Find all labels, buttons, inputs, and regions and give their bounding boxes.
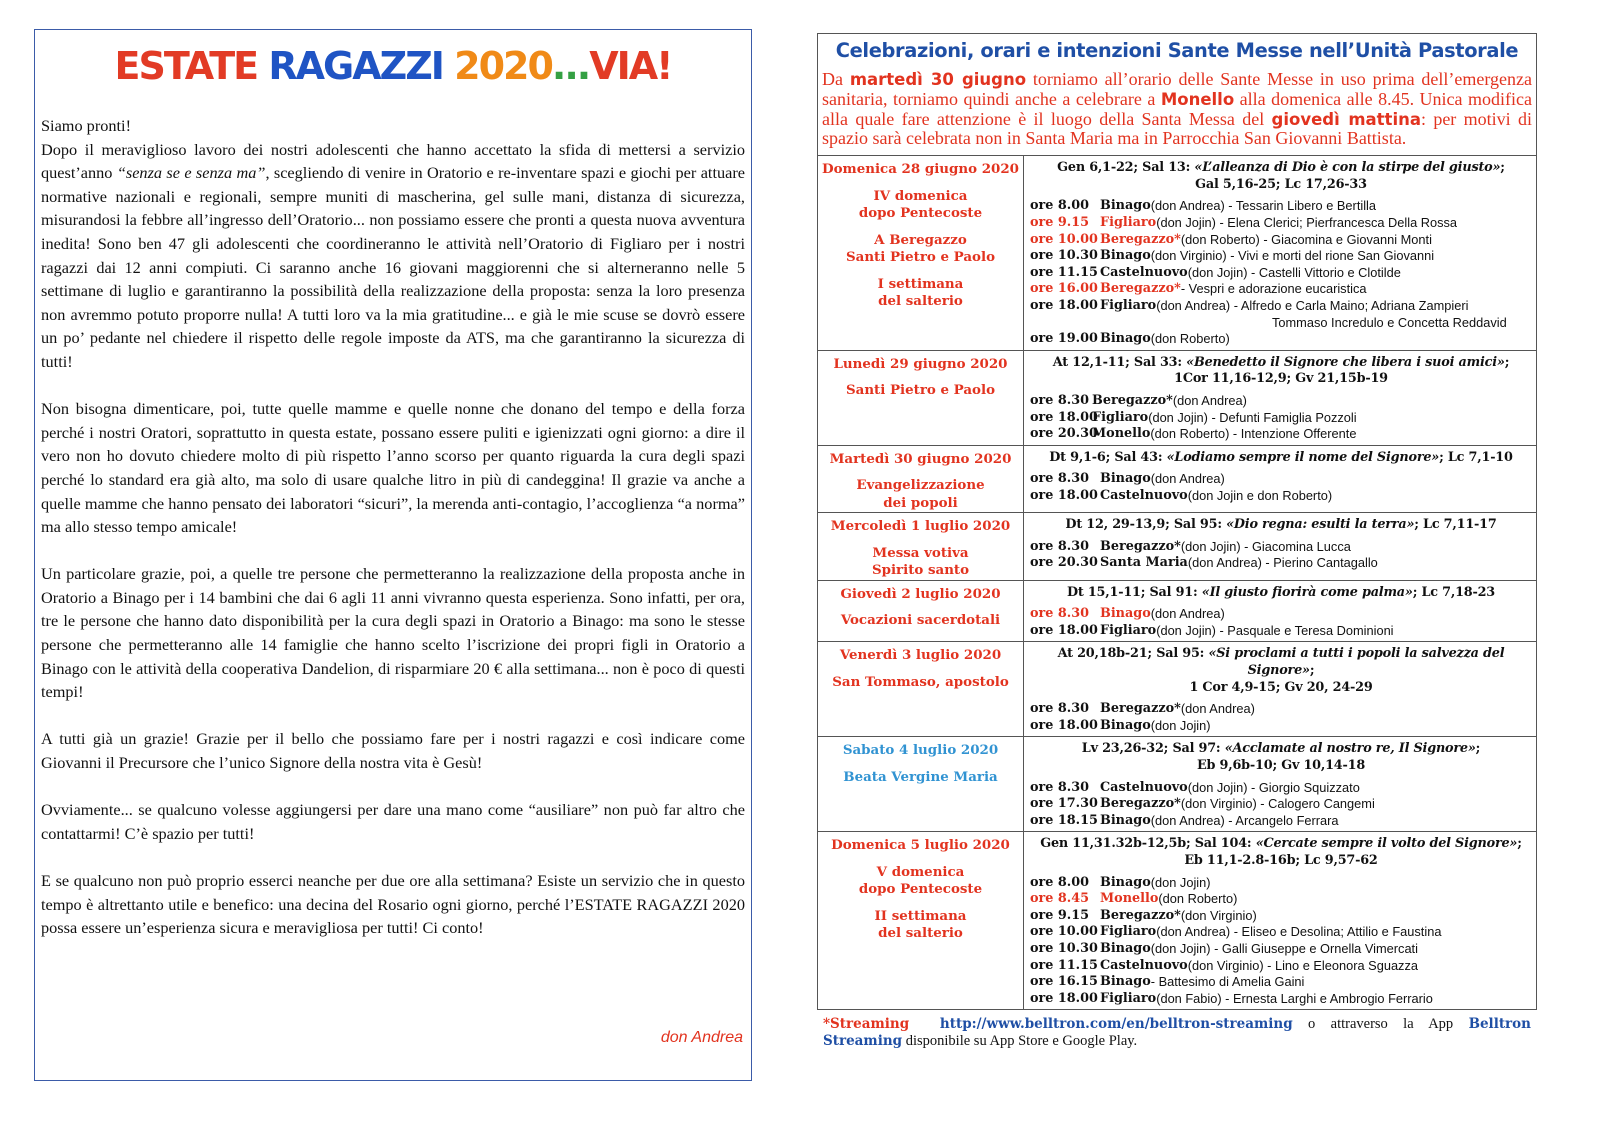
psalm-antiphon: «Cercate sempre il volto del Signore»: [1255, 836, 1518, 852]
mass-intention: (don Virginio): [1180, 907, 1257, 923]
mass-intention: (don Jojin) - Galli Giuseppe e Ornella Vimercati: [1150, 940, 1418, 956]
mass-intention: (don Jojin): [1150, 717, 1211, 733]
mass-time: ore 11.15: [1030, 264, 1098, 280]
reading-ref: ;: [1309, 663, 1315, 679]
mass-church: Binago: [1100, 198, 1151, 214]
mass-entry: [1030, 941, 1532, 958]
day-note: Beata Vergine Maria: [843, 768, 998, 785]
day-note: II settimana: [874, 907, 967, 924]
mass-church: Binago: [1100, 874, 1151, 890]
mass-church: Beregazzo*: [1100, 538, 1181, 554]
day-cell: [818, 580, 1024, 642]
mass-entry: [1030, 991, 1532, 1008]
mass-intention: (don Andrea): [1180, 701, 1255, 717]
day-spacer: [818, 468, 1023, 477]
reading-ref: ;: [1504, 354, 1510, 370]
mass-time: ore 8.30: [1030, 538, 1090, 554]
mass-intention: (don Andrea) - Arcangelo Ferrara: [1150, 812, 1339, 828]
reading-ref: Lv 23,26-32; Sal 97:: [1081, 741, 1225, 757]
streaming-link[interactable]: http://www.belltron.com/en/belltron-streaming: [939, 1016, 1293, 1033]
readings: [1030, 450, 1532, 467]
streaming-footer: [817, 1016, 1537, 1049]
mass-entry: [1030, 298, 1532, 315]
mass-church: Binago: [1100, 974, 1151, 990]
mass-church: Beregazzo*: [1100, 701, 1181, 717]
day-note: del salterio: [878, 925, 963, 942]
day-date: Sabato 4 luglio 2020: [842, 742, 999, 759]
mass-church: Binago: [1100, 606, 1151, 622]
letter-paragraph-6: E se qualcuno non può proprio esserci neanche per due ore alla settimana? Esiste un servizio che in questo tempo è altrettanto utile e benefico: una decina del Rosario ogni giorno, perché l’ESTATE RAGAZZI 2020 possa essere un’esperienza sicura e meravigliosa per tutti! Ci conto!: [41, 871, 745, 938]
day-note: dopo Pentecoste: [858, 205, 983, 222]
day-spacer: [818, 223, 1023, 232]
letter-panel: [34, 29, 752, 1081]
reading-ref: ; Lc 7,18-23: [1412, 584, 1495, 600]
mass-intention: (don Jojin): [1150, 874, 1211, 890]
mass-church: Binago: [1100, 812, 1151, 828]
mass-time: ore 8.00: [1030, 198, 1090, 214]
day-cell: [818, 642, 1024, 737]
mass-intention: (don Andrea): [1150, 471, 1225, 487]
mass-entry: [1030, 426, 1532, 443]
day-note: Messa votiva: [872, 544, 969, 561]
mass-intention: (don Andrea): [1150, 606, 1225, 622]
streaming-mid-text: o attraverso la App: [1292, 1016, 1469, 1033]
mass-church: Beregazzo*: [1100, 907, 1181, 923]
readings: [1030, 355, 1532, 388]
mass-intention: (don Jojin) - Pasquale e Teresa Dominioni: [1156, 622, 1394, 638]
mass-intention: - Vespri e adorazione eucaristica: [1180, 281, 1367, 297]
mass-time: ore 9.15: [1030, 214, 1090, 230]
psalm-antiphon: «Dio regna: esulti la terra»: [1226, 517, 1415, 533]
schedule-row: [818, 580, 1537, 642]
day-date: Venerdì 3 luglio 2020: [839, 647, 1002, 664]
mass-church: Beregazzo*: [1100, 796, 1181, 812]
mass-church: Beregazzo*: [1100, 281, 1181, 297]
mass-time: ore 10.30: [1030, 248, 1098, 264]
reading-ref: 1 Cor 4,9-15; Gv 20, 24-29: [1189, 679, 1373, 695]
masses-cell: [1024, 737, 1537, 832]
day-note: IV domenica: [873, 187, 968, 204]
mass-time: ore 20.30: [1030, 555, 1098, 571]
mass-church: Binago: [1100, 717, 1151, 733]
mass-time: ore 19.00: [1030, 331, 1098, 347]
mass-entry: [1030, 248, 1532, 265]
banner-word-2020: 2020: [454, 44, 552, 88]
psalm-antiphon: «Benedetto il Signore che libera i suoi amici»: [1186, 354, 1505, 370]
banner-title: [35, 44, 751, 100]
masses-cell: [1024, 445, 1537, 513]
day-cell: [818, 350, 1024, 445]
masses-cell: [1024, 642, 1537, 737]
psalm-antiphon: «Acclamate al nostro re, Il Signore»: [1224, 741, 1476, 757]
schedule-row: [818, 350, 1537, 445]
mass-entry: [1030, 701, 1532, 718]
schedule-notice: [817, 68, 1537, 155]
mass-church: Monello: [1092, 426, 1151, 442]
mass-intention: (don Virginio) - Calogero Cangemi: [1180, 796, 1375, 812]
day-cell: [818, 832, 1024, 1010]
mass-intention: (don Roberto) - Giacomina e Giovanni Monti: [1180, 231, 1432, 247]
day-spacer: [818, 665, 1023, 674]
banner-word-ragazzi: RAGAZZI: [268, 44, 443, 88]
readings: [1030, 741, 1532, 774]
mass-entry: [1030, 718, 1532, 735]
mass-intention: (don Virginio) - Vivi e morti del rione San Giovanni: [1150, 248, 1435, 264]
mass-intention: (don Jojin) - Elena Clerici; Pierfrancesca Della Rossa: [1156, 214, 1458, 230]
mass-time: ore 18.00: [1030, 717, 1098, 733]
day-spacer: [818, 536, 1023, 545]
mass-intention: - Battesimo di Amelia Gaini: [1150, 974, 1305, 990]
mass-entry: [1030, 908, 1532, 925]
mass-intention: (don Roberto): [1158, 891, 1238, 907]
notice-text: torniamo all’orario delle Sante Messe in uso prima dell’emergenza sanitaria, torniamo quindi anche a celebrare a: [822, 69, 1532, 109]
mass-church: Figliaro: [1092, 409, 1149, 425]
day-note: dopo Pentecoste: [858, 881, 983, 898]
mass-intention: (don Fabio) - Ernesta Larghi e Ambrogio Ferrario: [1156, 990, 1433, 1006]
mass-church: Figliaro: [1100, 297, 1157, 313]
mass-church: Figliaro: [1100, 214, 1157, 230]
masses-cell: [1024, 580, 1537, 642]
mass-church: Binago: [1100, 471, 1151, 487]
mass-time: ore 8.00: [1030, 874, 1090, 890]
reading-ref: ; Lc 7,11-17: [1414, 517, 1497, 533]
mass-church: Figliaro: [1100, 622, 1157, 638]
day-note: Santi Pietro e Paolo: [845, 382, 996, 399]
mass-church: Beregazzo*: [1100, 231, 1181, 247]
reading-ref: At 20,18b-21; Sal 95:: [1057, 646, 1209, 662]
banner-word-estate: ESTATE: [114, 44, 258, 88]
mass-time: ore 18.00: [1030, 297, 1098, 313]
mass-entry: [1030, 606, 1532, 623]
mass-entry: [1030, 198, 1532, 215]
day-note: Evangelizzazione: [856, 477, 985, 494]
mass-time: ore 20.30: [1030, 426, 1098, 442]
masses-cell: [1024, 350, 1537, 445]
mass-intention: (don Virginio) - Lino e Eleonora Sguazza: [1187, 957, 1418, 973]
letter-paragraph-2: Non bisogna dimenticare, poi, tutte quelle mamme e quelle nonne che donano del tempo e della forza perché i nostri Oratori, soprattutto in questa estate, possano essere puliti e igienizzati ogni giorno: a dire il vero non ho dovuto chiedere molto di più rispetto l’anno scorso per quanto riguarda la cura degli spazi perché lo standard era già alto, ma solo di usare qualche litro in più di candeggina! Il grazie va anche a quelle mamme che hanno pensato dei laboratori “sicuri”, la merenda anti-contagio, l’accoglienza “a norma” ma allo stesso tempo amicale!: [41, 399, 745, 537]
day-note: Santi Pietro e Paolo: [845, 249, 996, 266]
day-date: Lunedì 29 giugno 2020: [833, 355, 1008, 372]
letter-paragraph-3: Un particolare grazie, poi, a quelle tre persone che permetteranno la realizzazione della proposta anche in Oratorio a Binago per i 14 bambini che dai 6 agli 11 anni vivranno questa esperienza. Sono infatti, per ora, tre le persone che hanno dato disponibilità per la cura degli spazi in Oratorio a Binago: ma sono le stesse persone che permetteranno alle 14 famiglie che hanno scelto l’iscrizione dei propri figli in Oratorio a Binago con le attività della cooperativa Dandelion, di risparmiare 20 € alla settimana... non è poco di questi tempi!: [41, 564, 745, 702]
readings: [1030, 646, 1532, 696]
day-date: Domenica 28 giugno 2020: [822, 161, 1019, 178]
reading-ref: Dt 12, 29-13,9; Sal 95:: [1065, 517, 1227, 533]
mass-church: Santa Maria: [1100, 555, 1188, 571]
day-date: Domenica 5 luglio 2020: [831, 837, 1010, 854]
day-note: Spirito santo: [871, 562, 970, 579]
mass-church: Binago: [1100, 940, 1151, 956]
mass-church: Castelnuovo: [1100, 957, 1188, 973]
reading-ref: At 12,1-11; Sal 33:: [1052, 354, 1187, 370]
mass-intention: (don Jojin) - Giorgio Squizzato: [1187, 779, 1360, 795]
psalm-antiphon: «Si proclami a tutti i popoli la salvezza del Signore»: [1208, 646, 1505, 679]
mass-intention: (don Jojin) - Castelli Vittorio e Clotilde: [1187, 264, 1401, 280]
day-cell: [818, 737, 1024, 832]
day-note: del salterio: [878, 293, 963, 310]
readings: [1030, 836, 1532, 869]
schedule-row: [818, 445, 1537, 513]
mass-intention: (don Andrea) - Tessarin Libero e Bertilla: [1150, 198, 1377, 214]
day-spacer: [818, 267, 1023, 276]
mass-entry: [1030, 488, 1532, 505]
mass-entry: [1030, 265, 1532, 282]
notice-text: : per motivi di spazio sarà celebrata non in Santa Maria ma in Parrocchia San Giovanni Battista.: [822, 108, 1532, 149]
notice-text: alla domenica alle 8.45. Unica modifica alla quale fare attenzione è il luogo della Santa Messa del: [822, 88, 1533, 129]
mass-time: ore 18.00: [1030, 409, 1098, 425]
readings: [1030, 160, 1532, 193]
letter-body: [41, 114, 745, 963]
day-date: Martedì 30 giugno 2020: [829, 450, 1012, 467]
reading-ref: Dt 9,1-6; Sal 43:: [1049, 449, 1167, 465]
mass-entry: [1030, 281, 1532, 298]
mass-church: Beregazzo*: [1092, 392, 1173, 408]
mass-time: ore 8.30: [1030, 701, 1090, 717]
mass-time: ore 8.30: [1030, 779, 1090, 795]
day-note: A Beregazzo: [874, 231, 967, 248]
mass-entry: [1030, 891, 1532, 908]
psalm-antiphon: «Lodiamo sempre il nome del Signore»: [1166, 449, 1440, 465]
schedule-title: Celebrazioni, orari e intenzioni Sante Messe nell’Unità Pastorale: [817, 33, 1537, 68]
reading-ref: Eb 11,1-2.8-16b; Lc 9,57-62: [1184, 853, 1378, 868]
banner-word-dots: ...: [551, 44, 590, 88]
letter-paragraph-4: A tutti già un grazie! Grazie per il bello che possiamo fare per i nostri ragazzi e così indicare come Giovanni il Precursore che l’unico Signore della nostra vita è Gesù!: [41, 729, 745, 773]
banner-word-via: VIA!: [589, 44, 672, 88]
mass-intention: (don Andrea) - Pierino Cantagallo: [1187, 555, 1378, 571]
reading-ref: Eb 9,6b-10; Gv 10,14-18: [1196, 758, 1366, 774]
schedule-row: [818, 642, 1537, 737]
day-spacer: [818, 855, 1023, 864]
mass-church: Binago: [1100, 248, 1151, 264]
day-note: I settimana: [877, 275, 964, 292]
mass-time: ore 11.15: [1030, 957, 1098, 973]
day-date: Mercoledì 1 luglio 2020: [830, 518, 1011, 535]
masses-cell: [1024, 513, 1537, 581]
notice-highlight: martedì 30 giugno: [849, 70, 1027, 89]
mass-intention: (don Jojin) - Defunti Famiglia Pozzoli: [1148, 409, 1357, 425]
reading-ref: ;: [1475, 741, 1481, 757]
mass-entry: [1030, 215, 1532, 232]
mass-intention-continued: Tommaso Incredulo e Concetta Reddavid: [1272, 314, 1507, 330]
day-note: V domenica: [876, 863, 965, 880]
day-spacer: [818, 899, 1023, 908]
mass-church: Binago: [1100, 331, 1151, 347]
reading-ref: Dt 15,1-11; Sal 91:: [1066, 584, 1202, 600]
mass-entry: [1030, 393, 1532, 410]
mass-entry: [1030, 974, 1532, 991]
reading-ref: Gal 5,16-25; Lc 17,26-33: [1195, 176, 1367, 192]
reading-ref: ;: [1500, 160, 1505, 176]
notice-highlight: giovedì mattina: [1271, 109, 1421, 129]
streaming-end-text: disponibile su App Store e Google Play.: [902, 1032, 1138, 1049]
day-date: Giovedì 2 luglio 2020: [840, 585, 1001, 602]
mass-time: ore 10.00: [1030, 924, 1098, 940]
mass-time: ore 9.15: [1030, 907, 1090, 923]
mass-church: Castelnuovo: [1100, 487, 1188, 503]
schedule-panel: [817, 33, 1537, 1049]
streaming-app-name: Belltron Streaming: [823, 1016, 1531, 1049]
schedule-table: [817, 155, 1537, 1010]
day-spacer: [818, 603, 1023, 612]
mass-entry: [1030, 331, 1532, 348]
schedule-row: [818, 156, 1537, 351]
mass-entry: [1030, 875, 1532, 892]
mass-intention: (don Jojin) - Giacomina Lucca: [1180, 538, 1351, 554]
mass-time: ore 8.30: [1030, 392, 1090, 408]
schedule-row: [818, 832, 1537, 1010]
letter-opening: Siamo pronti!: [41, 116, 131, 135]
day-note: Vocazioni sacerdotali: [840, 612, 1001, 629]
mass-time: ore 17.30: [1030, 796, 1098, 812]
day-cell: [818, 156, 1024, 351]
day-cell: [818, 445, 1024, 513]
mass-entry: [1030, 780, 1532, 797]
notice-highlight: Monello: [1160, 89, 1235, 109]
signature: don Andrea: [660, 1029, 743, 1046]
notice-text: Da: [822, 69, 850, 89]
day-spacer: [818, 179, 1023, 188]
mass-church: Figliaro: [1100, 990, 1157, 1006]
psalm-antiphon: «Il giusto fiorirà come palma»: [1201, 584, 1413, 600]
mass-time: ore 16.15: [1030, 974, 1098, 990]
mass-entry: [1030, 924, 1532, 941]
letter-paragraph-1: Dopo il meraviglioso lavoro dei nostri adolescenti che hanno accettato la sfida di mettersi a servizio quest’anno “senza se e senza ma”, scegliendo di venire in Oratorio e re-inventare spazi e giochi per attuare normative nazionali e regionali, sempre muniti di mascherina, gel sulle mani, distanza di sicurezza, misurandosi la febbre all’ingresso dell’Oratorio... non possiamo essere che pronti a questa nuova avventura inedita! Sono ben 47 gli adolescenti che coordineranno le attività nell’Oratorio di Figliaro per i nostri ragazzi dai 12 anni compiuti. Ci saranno anche 16 giovani maggiorenni che si alterneranno nelle 5 settimane di luglio e garantiranno la possibilità della realizzazione della proposta: senza la loro presenza non avremmo potuto proporre nulla! A tutti loro va la mia gratitudine... e già le mie scuse se dovrò essere un po’ pedante nel chiedere il rispetto delle regole imposte da ATS, ma che garantiranno la sicurezza di tutti!: [41, 139, 745, 371]
mass-entry: [1030, 410, 1532, 427]
mass-time: ore 8.45: [1030, 891, 1090, 907]
reading-ref: ; Lc 7,1-10: [1439, 449, 1513, 465]
reading-ref: ;: [1517, 836, 1522, 852]
mass-time: ore 10.00: [1030, 231, 1098, 247]
streaming-label: *Streaming: [823, 1016, 910, 1033]
mass-intention: (don Roberto) - Intenzione Offerente: [1150, 426, 1357, 442]
mass-intention: (don Roberto): [1150, 331, 1230, 347]
mass-time: ore 8.30: [1030, 606, 1090, 622]
mass-entry: [1030, 471, 1532, 488]
mass-entry: [1030, 232, 1532, 249]
reading-ref: Gen 11,31.32b-12,5b; Sal 104:: [1040, 836, 1256, 852]
day-spacer: [818, 373, 1023, 382]
readings: [1030, 585, 1532, 602]
mass-entry: [1030, 555, 1532, 572]
mass-time: ore 8.30: [1030, 471, 1090, 487]
mass-entry: [1030, 539, 1532, 556]
mass-entry: [1030, 958, 1532, 975]
day-spacer: [818, 760, 1023, 769]
schedule-row: [818, 513, 1537, 581]
day-cell: [818, 513, 1024, 581]
day-note: San Tommaso, apostolo: [832, 673, 1009, 690]
mass-church: Figliaro: [1100, 924, 1157, 940]
mass-intention: (don Andrea) - Alfredo e Carla Maino; Adriana Zampieri: [1156, 297, 1469, 313]
mass-entry: [1030, 796, 1532, 813]
masses-cell: [1024, 832, 1537, 1010]
psalm-antiphon: «L’alleanza di Dio è con la stirpe del giusto»: [1194, 160, 1501, 176]
masses-cell: [1024, 156, 1537, 351]
mass-time: ore 10.30: [1030, 940, 1098, 956]
mass-time: ore 18.15: [1030, 812, 1098, 828]
reading-ref: 1Cor 11,16-12,9; Gv 21,15b-19: [1174, 371, 1388, 387]
day-note: dei popoli: [883, 494, 958, 511]
mass-time: ore 16.00: [1030, 281, 1098, 297]
schedule-row: [818, 737, 1537, 832]
mass-church: Castelnuovo: [1100, 779, 1188, 795]
mass-intention: (don Andrea): [1172, 392, 1247, 408]
mass-intention: (don Andrea) - Eliseo e Desolina; Attilio e Faustina: [1156, 924, 1442, 940]
mass-entry: [1030, 813, 1532, 830]
mass-time: ore 18.00: [1030, 622, 1098, 638]
reading-ref: Gen 6,1-22; Sal 13:: [1057, 160, 1195, 176]
mass-time: ore 18.00: [1030, 487, 1098, 503]
mass-entry: [1030, 623, 1532, 640]
mass-church: Castelnuovo: [1100, 264, 1188, 280]
mass-intention: (don Jojin e don Roberto): [1187, 487, 1333, 503]
letter-paragraph-5: Ovviamente... se qualcuno volesse aggiungersi per dare una mano come “ausiliare” non può far altro che contattarmi! C’è spazio per tutti!: [41, 800, 745, 843]
mass-time: ore 18.00: [1030, 990, 1098, 1006]
readings: [1030, 517, 1532, 534]
mass-church: Monello: [1100, 891, 1159, 907]
